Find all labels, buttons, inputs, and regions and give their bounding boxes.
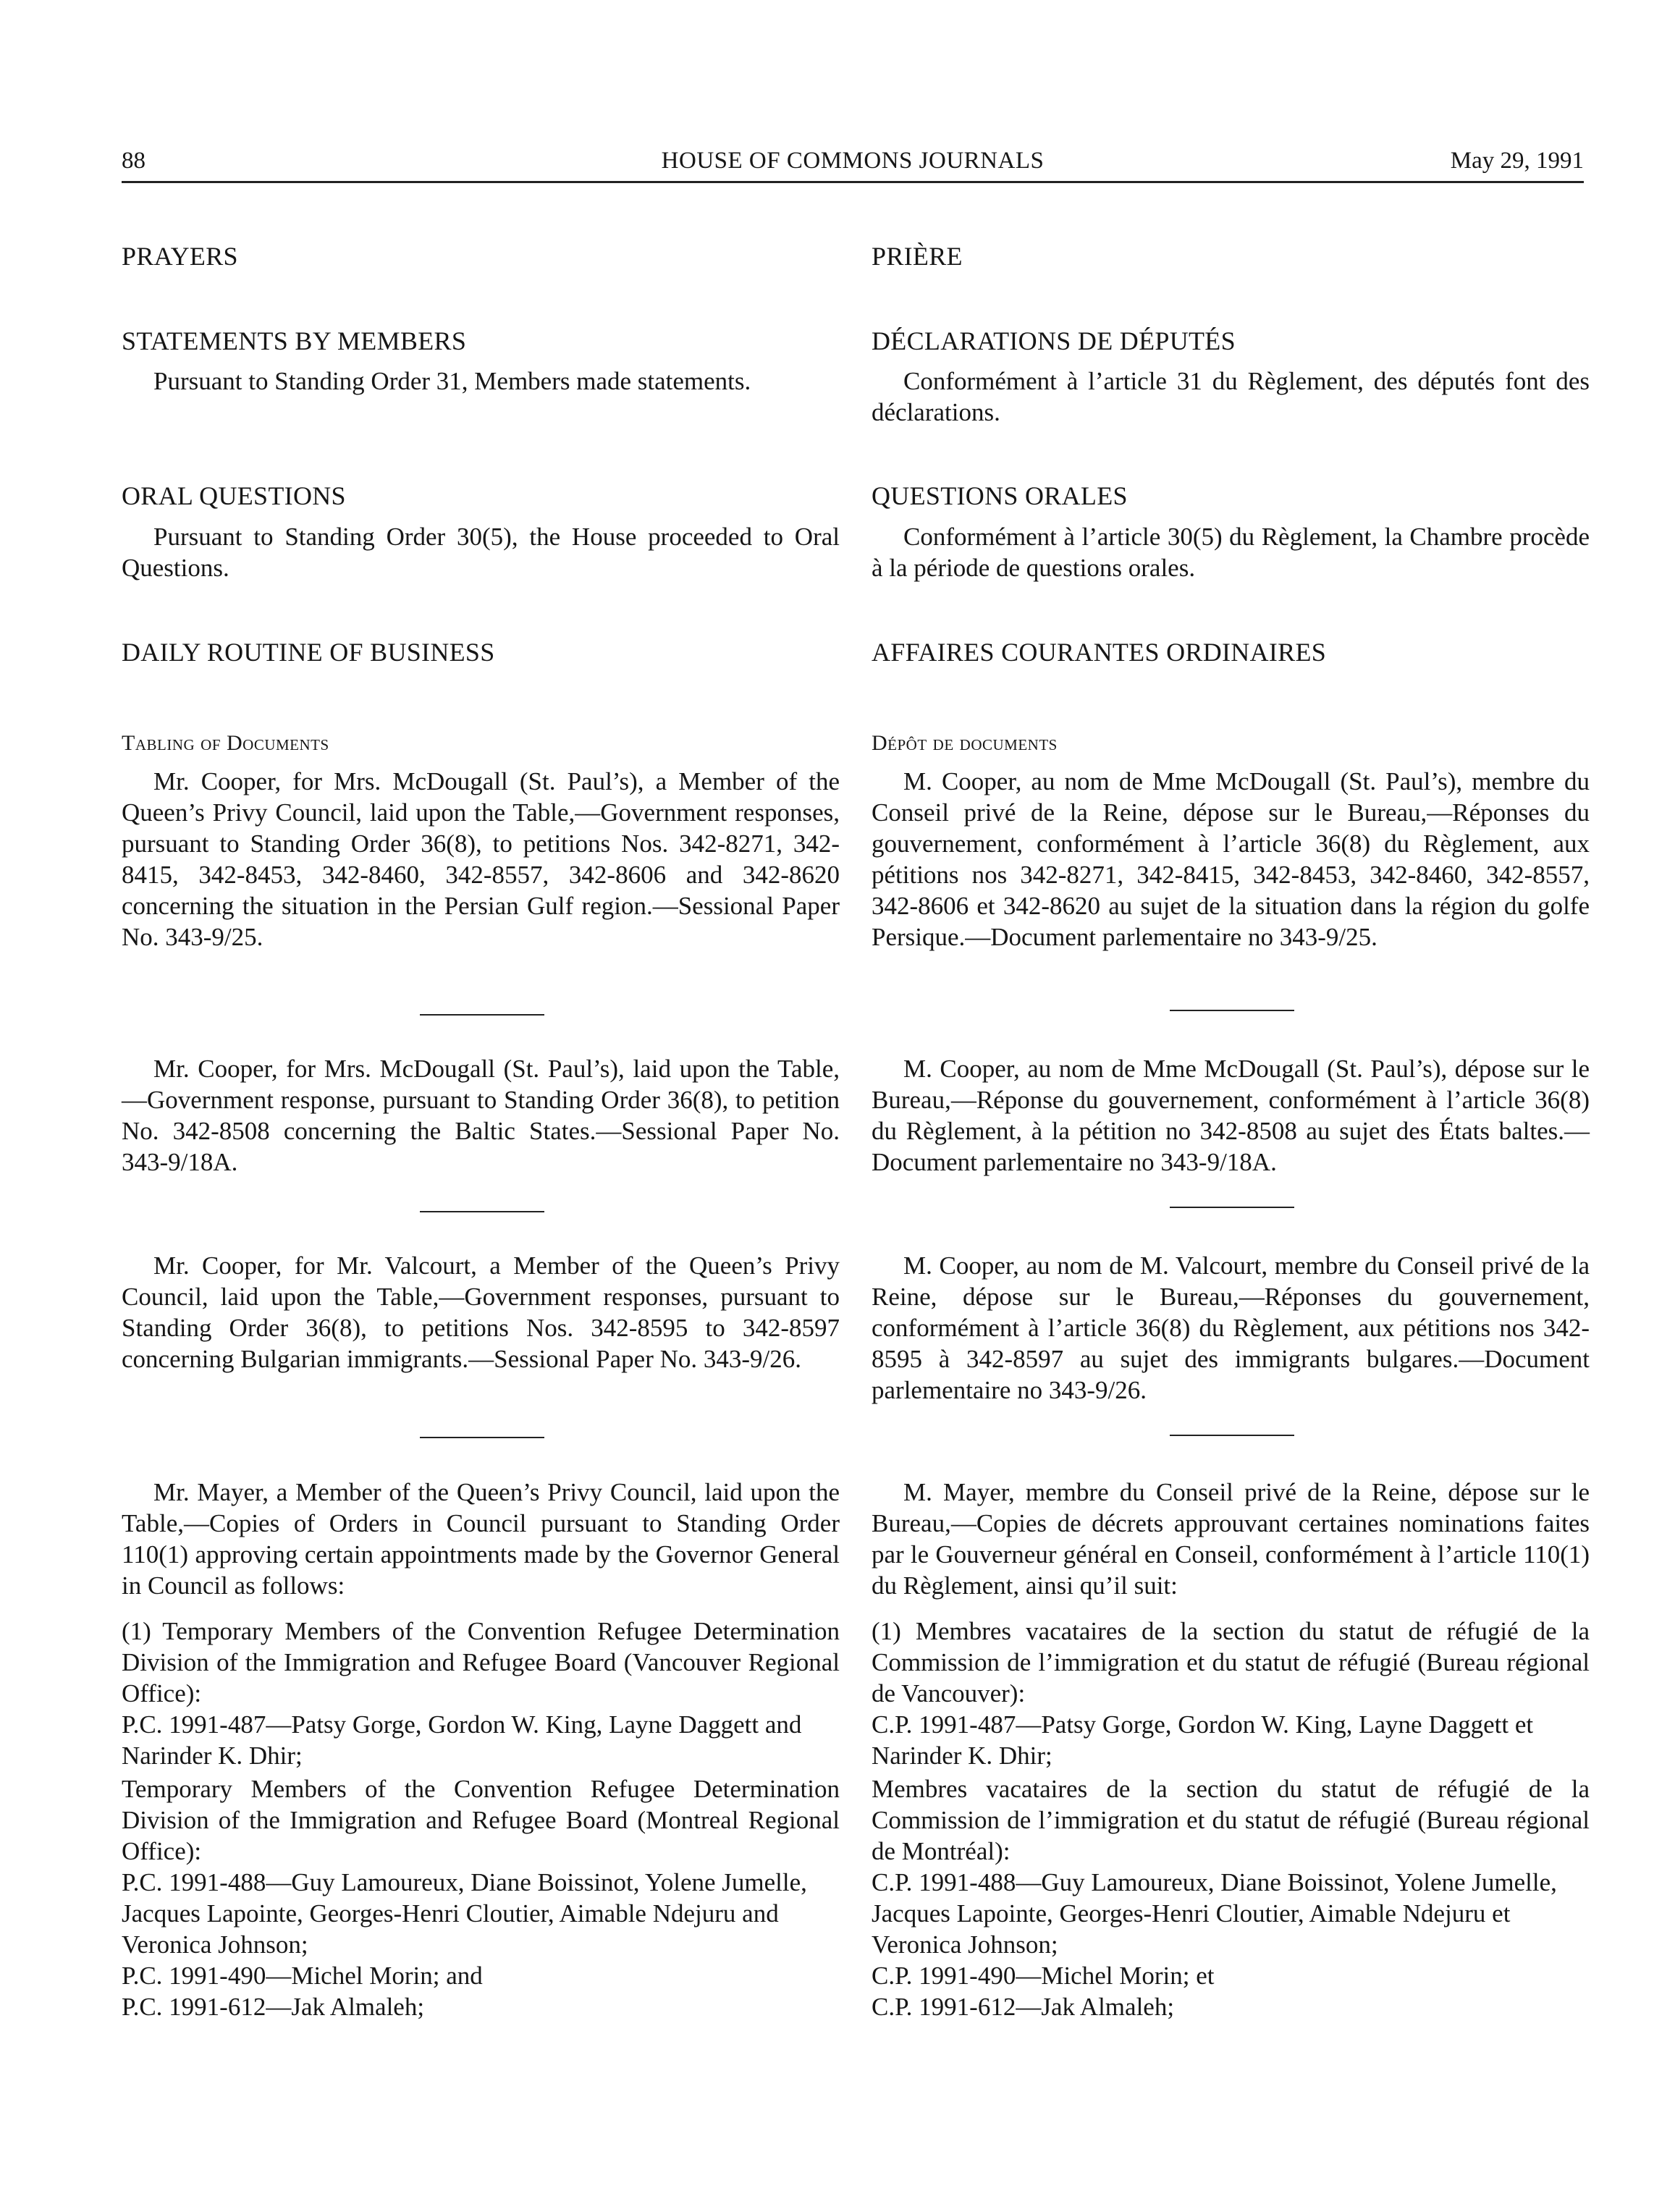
tabling-paragraph-1-fr: M. Cooper, au nom de Mme McDougall (St. Paul’s), membre du Conseil privé de la Reine, dépose sur le Bureau,—Réponses du gouvernement, conformément à l’article 36(8) du Règlement, aux pétitions nos 342-8271, 342-8415, 342-8453, 342-8460, 342-8557, 342-8606 et 342-8620 au sujet de la situation dans la région du golfe Persique.—Document parlementaire no 343-9/25. (872, 767, 1590, 951)
list1-intro-fr: (1) Membres vacataires de la section du statut de réfugié de la Commission de l’immigration et du statut de réfugié (Bureau régional de Vancouver): (872, 1617, 1590, 1707)
separator-rule (420, 1014, 544, 1016)
list2-item-2-fr: C.P. 1991-490—Michel Morin; et (872, 1962, 1215, 1990)
list1-intro: (1) Temporary Members of the Convention Refugee Determination Division of the Immigration and Refugee Board (Vancouver Regional Office): (122, 1617, 840, 1707)
tabling-paragraph-4: Mr. Mayer, a Member of the Queen’s Privy Council, laid upon the Table,—Copies of Orders in Council pursuant to Standing Order 110(1) approving certain appointments made by the Governor General in Council as follows: (122, 1478, 840, 1600)
list2-item-1-fr: C.P. 1991-488—Guy Lamoureux, Diane Boissinot, Yolene Jumelle, Jacques Lapointe, Georges-Henri Cloutier, Aimable Ndejuru et Veronica Johnson; (872, 1868, 1557, 1959)
routine-heading-fr: AFFAIRES COURANTES ORDINAIRES (872, 638, 1327, 667)
tabling-heading: Tabling of Documents (122, 731, 329, 755)
page-number: 88 (122, 148, 145, 174)
statements-text: Pursuant to Standing Order 31, Members made statements. (153, 367, 751, 395)
list2-item-2: P.C. 1991-490—Michel Morin; and (122, 1962, 483, 1990)
list2-item-1: P.C. 1991-488—Guy Lamoureux, Diane Boissinot, Yolene Jumelle, Jacques Lapointe, Georges-Henri Cloutier, Aimable Ndejuru and Veronica Johnson; (122, 1868, 807, 1959)
list2-item-3-fr: C.P. 1991-612—Jak Almaleh; (872, 1993, 1175, 2021)
tabling-paragraph-3-fr: M. Cooper, au nom de M. Valcourt, membre du Conseil privé de la Reine, dépose sur le Bureau,—Réponses du gouvernement, conformément à l’article 36(8) du Règlement, aux pétitions nos 342-8595 à 342-8597 au sujet des immigrants bulgares.—Document parlementaire no 343-9/26. (872, 1251, 1590, 1404)
page-header (122, 143, 1584, 183)
statements-heading-fr: DÉCLARATIONS DE DÉPUTÉS (872, 326, 1236, 355)
list1-item: P.C. 1991-487—Patsy Gorge, Gordon W. King, Layne Daggett and Narinder K. Dhir; (122, 1710, 802, 1770)
tabling-paragraph-1: Mr. Cooper, for Mrs. McDougall (St. Paul’s), a Member of the Queen’s Privy Council, laid upon the Table,—Government responses, pursuant to Standing Order 36(8), to petitions Nos. 342-8271, 342-8415, 342-8453, 342-8460, 342-8557, 342-8606 and 342-8620 concerning the situation in the Persian Gulf region.—Sessional Paper No. 343-9/25. (122, 767, 840, 951)
list1-item-fr: C.P. 1991-487—Patsy Gorge, Gordon W. King, Layne Daggett et Narinder K. Dhir; (872, 1710, 1534, 1770)
separator-rule (1170, 1435, 1294, 1436)
routine-heading: DAILY ROUTINE OF BUSINESS (122, 638, 495, 667)
tabling-paragraph-2-fr: M. Cooper, au nom de Mme McDougall (St. Paul’s), dépose sur le Bureau,—Réponse du gouvernement, conformément à l’article 36(8) du Règlement, à la pétition no 342-8508 au sujet des États baltes.—Document parlementaire no 343-9/18A. (872, 1055, 1590, 1176)
oral-questions-heading-fr: QUESTIONS ORALES (872, 481, 1128, 510)
oral-questions-text: Pursuant to Standing Order 30(5), the House proceeded to Oral Questions. (122, 523, 840, 582)
statements-heading: STATEMENTS BY MEMBERS (122, 326, 467, 355)
tabling-heading-fr: Dépôt de documents (872, 731, 1058, 755)
prayers-heading-fr: PRIÈRE (872, 242, 963, 271)
oral-questions-text-fr: Conformément à l’article 30(5) du Règlement, la Chambre procède à la période de questions orales. (872, 523, 1590, 582)
list2-intro-fr: Membres vacataires de la section du statut de réfugié de la Commission de l’immigration et du statut de réfugié (Bureau régional de Montréal): (872, 1775, 1590, 1865)
statements-text-fr: Conformément à l’article 31 du Règlement, des députés font des déclarations. (872, 367, 1590, 426)
journal-title: HOUSE OF COMMONS JOURNALS (661, 148, 1045, 174)
tabling-paragraph-2: Mr. Cooper, for Mrs. McDougall (St. Paul’s), laid upon the Table,—Government response, pursuant to Standing Order 36(8), to petition No. 342-8508 concerning the Baltic States.—Sessional Paper No. 343-9/18A. (122, 1055, 840, 1176)
oral-questions-heading: ORAL QUESTIONS (122, 481, 346, 510)
separator-rule (1170, 1010, 1294, 1011)
separator-rule (1170, 1207, 1294, 1208)
journal-date: May 29, 1991 (1450, 148, 1584, 174)
separator-rule (420, 1211, 544, 1212)
tabling-paragraph-3: Mr. Cooper, for Mr. Valcourt, a Member of the Queen’s Privy Council, laid upon the Table,—Government responses, pursuant to Standing Order 36(8), to petitions Nos. 342-8595 to 342-8597 concerning Bulgarian immigrants.—Sessional Paper No. 343-9/26. (122, 1251, 840, 1373)
prayers-heading: PRAYERS (122, 242, 238, 271)
list2-intro: Temporary Members of the Convention Refugee Determination Division of the Immigration and Refugee Board (Montreal Regional Office): (122, 1775, 840, 1865)
list2-item-3: P.C. 1991-612—Jak Almaleh; (122, 1993, 425, 2021)
tabling-paragraph-4-fr: M. Mayer, membre du Conseil privé de la Reine, dépose sur le Bureau,—Copies de décrets approuvant certaines nominations faites par le Gouverneur général en Conseil, conformément à l’article 110(1) du Règlement, ainsi qu’il suit: (872, 1478, 1590, 1600)
separator-rule (420, 1437, 544, 1438)
